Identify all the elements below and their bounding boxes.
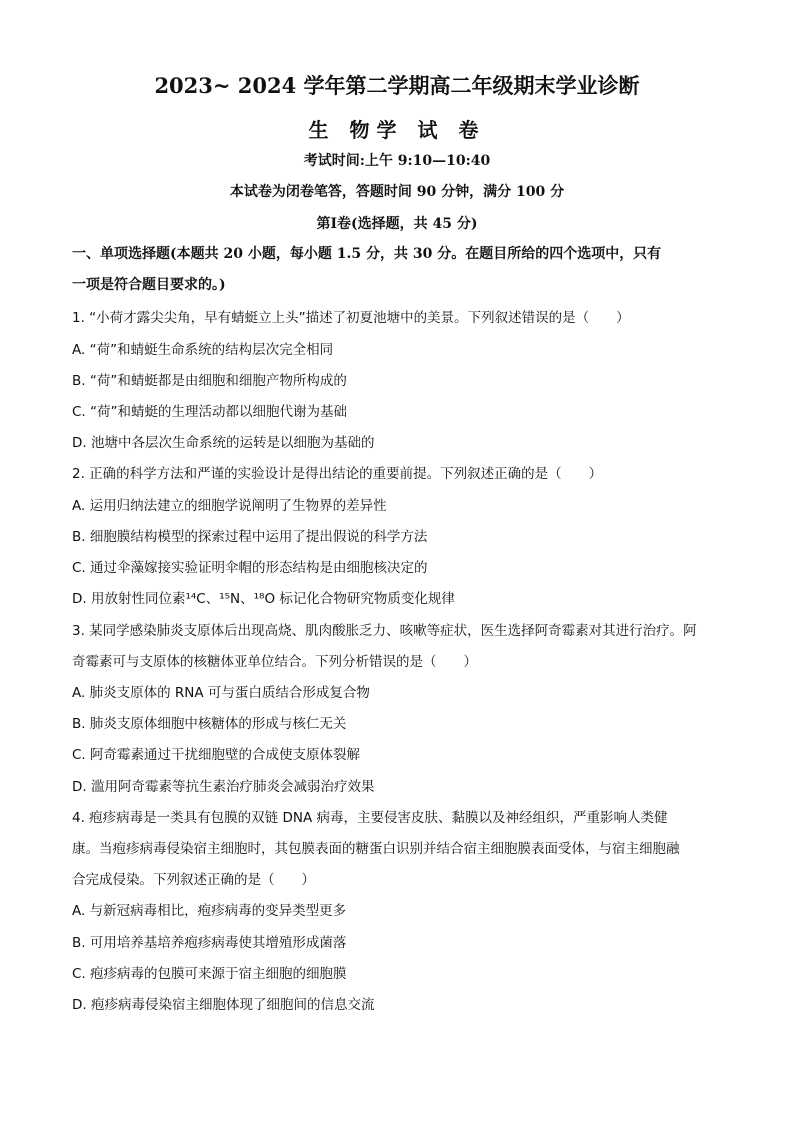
exam-title: 2023~ 2024 学年第二学期高二年级期末学业诊断 [154, 73, 640, 98]
section-heading [72, 239, 732, 301]
question-4-stem-line: 康。当疱疹病毒侵染宿主细胞时，其包膜表面的糖蛋白识别并结合宿主细胞膜表面受体，与宿主细胞融 [72, 841, 680, 857]
question-3-option-a: A. 肺炎支原体的 RNA 可与蛋白质结合形成复合物 [72, 685, 370, 701]
question-3-stem-line: 3. 某同学感染肺炎支原体后出现高烧、肌肉酸胀乏力、咳嗽等症状，医生选择阿奇霉素对其进行治疗。阿 [72, 623, 697, 639]
exam-time: 考试时间:上午 9:10—10:40 [303, 153, 491, 169]
question-2-option-a: A. 运用归纳法建立的细胞学说阐明了生物界的差异性 [72, 498, 387, 514]
question-2-option-b: B. 细胞膜结构模型的探索过程中运用了提出假说的科学方法 [72, 529, 428, 545]
question-4-stem-line: 合完成侵染。下列叙述正确的是（ ） [72, 872, 315, 888]
question-1-option-c: C. “荷”和蜻蜓的生理活动都以细胞代谢为基础 [72, 404, 347, 420]
section-heading-line: 一、单项选择题(本题共 20 小题，每小题 1.5 分，共 30 分。在题目所给的四个选项中，只有 [72, 246, 662, 262]
question-4-option-a: A. 与新冠病毒相比，疱疹病毒的变异类型更多 [72, 903, 347, 919]
question-2-option-d: D. 用放射性同位素¹⁴C、¹⁵N、¹⁸O 标记化合物研究物质变化规律 [72, 591, 455, 607]
question-4-stem-line: 4. 疱疹病毒是一类具有包膜的双链 DNA 病毒，主要侵害皮肤、黏膜以及神经组织，严重影响人类健 [72, 810, 668, 826]
subject-title: 生 物学 试 卷 [308, 118, 486, 142]
question-4-option-b: B. 可用培养基培养疱疹病毒使其增殖形成菌落 [72, 935, 347, 951]
question-1-option-d: D. 池塘中各层次生命系统的运转是以细胞为基础的 [72, 435, 375, 451]
question-1-option-b: B. “荷”和蜻蜓都是由细胞和细胞产物所构成的 [72, 373, 347, 389]
question-1-stem: 1. “小荷才露尖尖角，早有蜻蜓立上头”描述了初夏池塘中的美景。下列叙述错误的是（ ） [72, 310, 630, 326]
question-3-option-c: C. 阿奇霉素通过干扰细胞壁的合成使支原体裂解 [72, 747, 361, 763]
question-2-stem: 2. 正确的科学方法和严谨的实验设计是得出结论的重要前提。下列叙述正确的是（ ） [72, 466, 603, 482]
question-2-option-c: C. 通过伞藻嫁接实验证明伞帽的形态结构是由细胞核决定的 [72, 560, 428, 576]
question-1-option-a: A. “荷”和蜻蜓生命系统的结构层次完全相同 [72, 342, 334, 358]
volume-title: 第Ⅰ卷(选择题，共 45 分) [316, 216, 478, 232]
question-3-stem-line: 奇霉素可与支原体的核糖体亚单位结合。下列分析错误的是（ ） [72, 654, 477, 670]
section-heading-line: 一项是符合题目要求的。) [72, 277, 226, 293]
question-4-option-d: D. 疱疹病毒侵染宿主细胞体现了细胞间的信息交流 [72, 997, 375, 1013]
question-4-option-c: C. 疱疹病毒的包膜可来源于宿主细胞的细胞膜 [72, 966, 347, 982]
exam-rules: 本试卷为闭卷笔答，答题时间 90 分钟，满分 100 分 [229, 184, 565, 200]
question-3-option-d: D. 滥用阿奇霉素等抗生素治疗肺炎会减弱治疗效果 [72, 779, 375, 795]
question-3-option-b: B. 肺炎支原体细胞中核糖体的形成与核仁无关 [72, 716, 347, 732]
